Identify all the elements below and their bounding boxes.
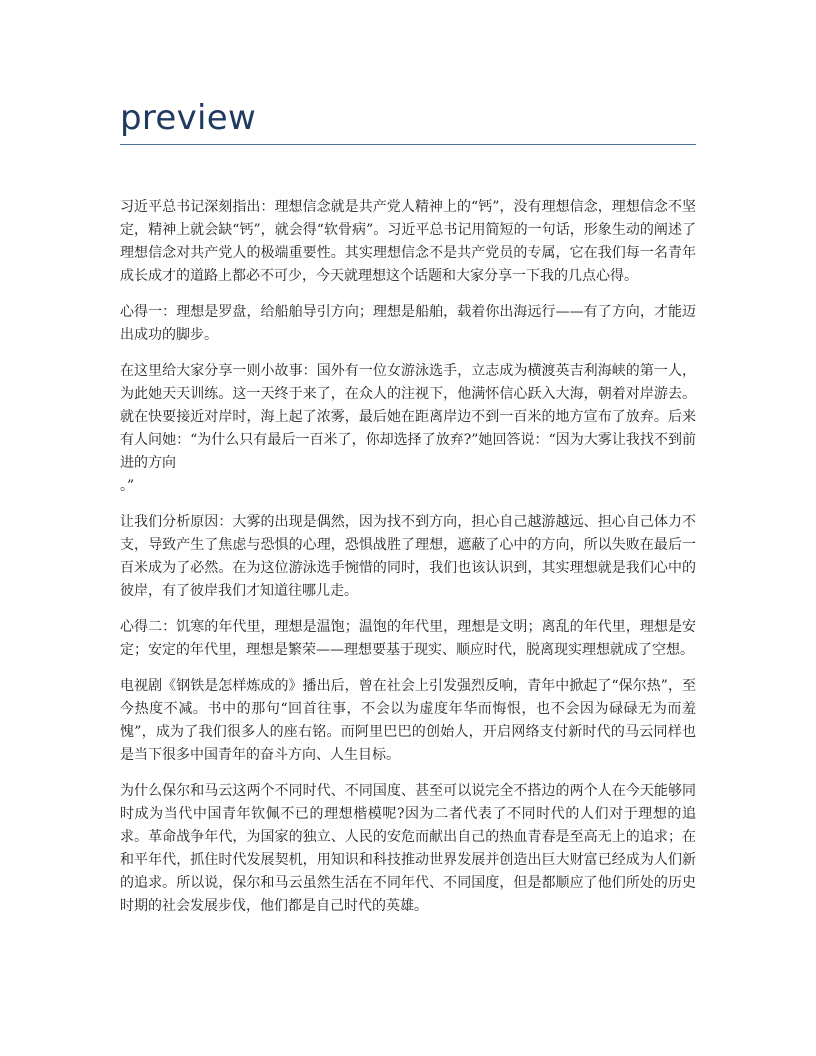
story-tail: 。” xyxy=(120,478,135,494)
story-text: 在这里给大家分享一则小故事：国外有一位女游泳选手，立志成为横渡英吉利海峡的第一人，为此她天天训练。这一天终于来了，在众人的注视下，他满怀信心跃入大海，朝着对岸游去。就在快要接近对岸时，海上起了浓雾，最后她在距离岸边不到一百米的地方宣布了放弃。后来有人问她：“为什么只有最后一百米了，你却选择了放弃?”她回答说：“因为大雾让我找不到前进的方向 xyxy=(120,363,696,471)
paragraph-insight-two: 心得二：饥寒的年代里，理想是温饱；温饱的年代里，理想是文明；离乱的年代里，理想是安定；安定的年代里，理想是繁荣——理想要基于现实、顺应时代，脱离现实理想就成了空想。 xyxy=(120,619,696,658)
paragraph-tv-drama: 电视剧《钢铁是怎样炼成的》播出后，曾在社会上引发强烈反响，青年中掀起了“保尔热”，至今热度不减。书中的那句“回首往事，不会以为虚度年华而悔恨，也不会因为碌碌无为而羞愧”，成为了我们很多人的座右铭。而阿里巴巴的创始人，开启网络支付新时代的马云同样也是当下很多中国青年的奋斗方向、人生目标。 xyxy=(120,678,696,763)
paragraph-intro: 习近平总书记深刻指出：理想信念就是共产党人精神上的“钙”，没有理想信念，理想信念不坚定，精神上就会缺“钙”，就会得“软骨病”。习近平总书记用简短的一句话，形象生动的阐述了理想信念对共产党人的极端重要性。其实理想信念不是共产党员的专属，它在我们每一名青年成长成才的道路上都必不可少，今天就理想这个话题和大家分享一下我的几点心得。 xyxy=(120,199,696,284)
paragraph-story xyxy=(120,360,696,498)
paragraph-insight-one: 心得一：理想是罗盘，给船舶导引方向；理想是船舶，载着你出海远行——有了方向，才能迈出成功的脚步。 xyxy=(120,304,696,343)
paragraph-role-models: 为什么保尔和马云这两个不同时代、不同国度、甚至可以说完全不搭边的两个人在今天能够同时成为当代中国青年钦佩不已的理想楷模呢?因为二者代表了不同时代的人们对于理想的追求。革命战争年代，为国家的独立、人民的安危而献出自己的热血青春是至高无上的追求；在和平年代，抓住时代发展契机，用知识和科技推动世界发展并创造出巨大财富已经成为人们新的追求。所以说，保尔和马云虽然生活在不同年代、不同国度，但是都顺应了他们所处的历史时期的社会发展步伐，他们都是自己时代的英雄。 xyxy=(120,783,696,914)
paragraph-analysis: 让我们分析原因：大雾的出现是偶然，因为找不到方向，担心自己越游越远、担心自己体力不支，导致产生了焦虑与恐惧的心理，恐惧战胜了理想，遮蔽了心中的方向，所以失败在最后一百米成为了必然。在为这位游泳选手惋惜的同时，我们也该认识到，其实理想就是我们心中的彼岸，有了彼岸我们才知道往哪儿走。 xyxy=(120,514,696,599)
document-body xyxy=(120,196,696,931)
document-title: preview xyxy=(120,98,257,138)
title-divider xyxy=(120,144,696,145)
